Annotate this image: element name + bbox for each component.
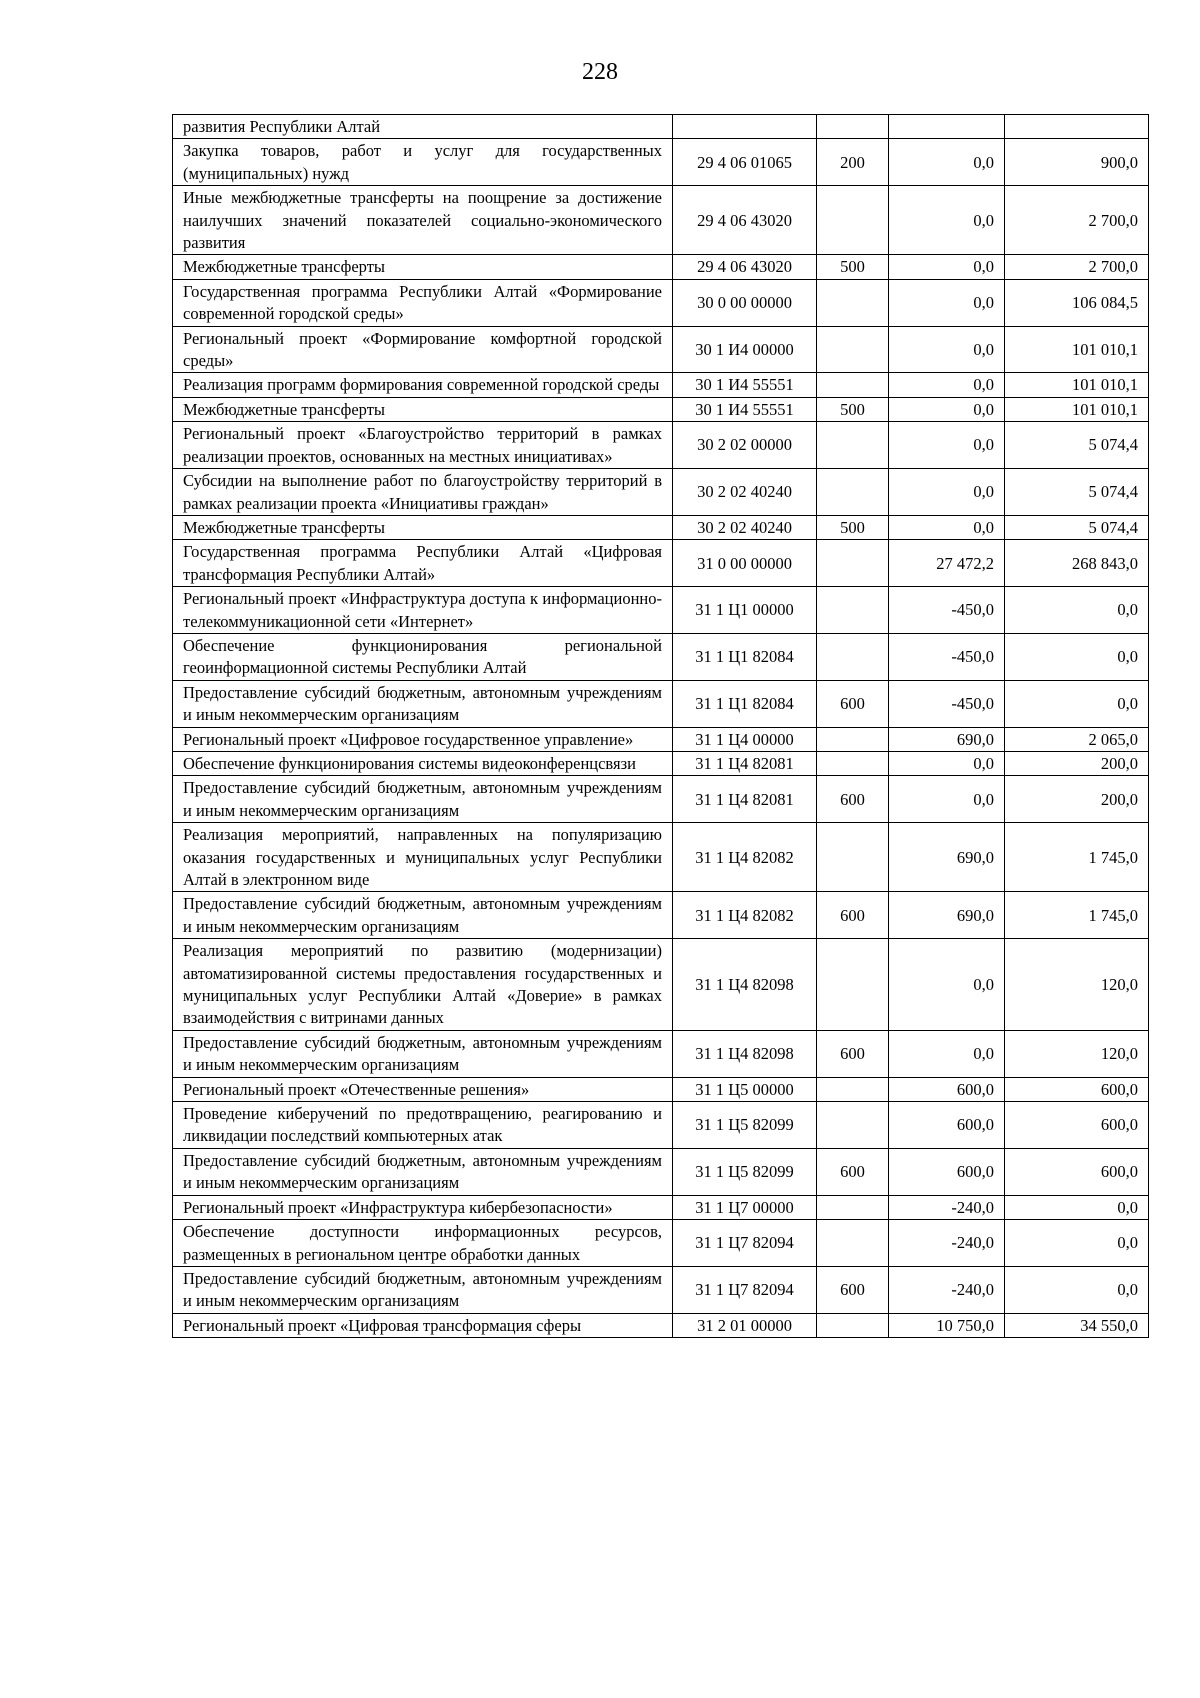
target-code-cell: 31 1 Ц7 82094 [673, 1266, 817, 1313]
item-name-cell: Проведение киберучений по предотвращению, реагированию и ликвидации последствий компьютерных атак [173, 1102, 673, 1149]
amount-total-cell: 0,0 [1005, 633, 1149, 680]
amount-change-cell: 0,0 [889, 469, 1005, 516]
item-name-cell: Обеспечение функционирования региональной геоинформационной системы Республики Алтай [173, 633, 673, 680]
expense-type-cell: 500 [817, 515, 889, 539]
expense-type-cell [817, 186, 889, 255]
amount-change-cell: 0,0 [889, 776, 1005, 823]
target-code-cell: 31 1 Ц1 00000 [673, 587, 817, 634]
item-name-cell: Предоставление субсидий бюджетным, автономным учреждениям и иным некоммерческим организациям [173, 776, 673, 823]
expense-type-cell: 200 [817, 139, 889, 186]
table-row [173, 892, 1149, 939]
expense-type-cell: 600 [817, 1030, 889, 1077]
item-name-cell: Предоставление субсидий бюджетным, автономным учреждениям и иным некоммерческим организациям [173, 892, 673, 939]
amount-change-cell: 0,0 [889, 422, 1005, 469]
target-code-cell: 31 1 Ц1 82084 [673, 680, 817, 727]
amount-total-cell: 120,0 [1005, 1030, 1149, 1077]
table-row [173, 373, 1149, 397]
table-row [173, 1313, 1149, 1337]
amount-total-cell: 101 010,1 [1005, 373, 1149, 397]
target-code-cell: 31 1 Ц4 00000 [673, 727, 817, 751]
expense-type-cell [817, 823, 889, 892]
amount-total-cell: 101 010,1 [1005, 326, 1149, 373]
item-name-cell: Региональный проект «Благоустройство территорий в рамках реализации проектов, основанных на местных инициативах» [173, 422, 673, 469]
amount-total-cell: 600,0 [1005, 1148, 1149, 1195]
item-name-cell: Закупка товаров, работ и услуг для государственных (муниципальных) нужд [173, 139, 673, 186]
expense-type-cell [817, 1313, 889, 1337]
amount-change-cell: 0,0 [889, 397, 1005, 421]
target-code-cell: 31 1 Ц7 82094 [673, 1220, 817, 1267]
amount-change-cell: -450,0 [889, 587, 1005, 634]
target-code-cell: 31 0 00 00000 [673, 540, 817, 587]
item-name-cell: Региональный проект «Цифровое государственное управление» [173, 727, 673, 751]
target-code-cell: 30 1 И4 55551 [673, 397, 817, 421]
amount-total-cell: 1 745,0 [1005, 823, 1149, 892]
amount-total-cell: 900,0 [1005, 139, 1149, 186]
table-row [173, 1220, 1149, 1267]
expense-type-cell [817, 1195, 889, 1219]
table-row [173, 1077, 1149, 1101]
amount-change-cell: 0,0 [889, 1030, 1005, 1077]
table-row [173, 1102, 1149, 1149]
table-row [173, 397, 1149, 421]
amount-change-cell [889, 115, 1005, 139]
budget-table-body [173, 115, 1149, 1338]
amount-total-cell: 0,0 [1005, 680, 1149, 727]
expense-type-cell: 600 [817, 1148, 889, 1195]
amount-total-cell: 0,0 [1005, 1266, 1149, 1313]
budget-table [172, 114, 1149, 1338]
target-code-cell: 31 1 Ц4 82081 [673, 751, 817, 775]
amount-total-cell: 1 745,0 [1005, 892, 1149, 939]
amount-total-cell: 600,0 [1005, 1102, 1149, 1149]
table-row [173, 823, 1149, 892]
amount-change-cell: 600,0 [889, 1102, 1005, 1149]
expense-type-cell [817, 1102, 889, 1149]
expense-type-cell: 600 [817, 1266, 889, 1313]
target-code-cell: 30 2 02 40240 [673, 469, 817, 516]
amount-total-cell: 0,0 [1005, 1220, 1149, 1267]
amount-total-cell: 120,0 [1005, 939, 1149, 1031]
table-row [173, 326, 1149, 373]
table-row [173, 422, 1149, 469]
target-code-cell: 31 2 01 00000 [673, 1313, 817, 1337]
target-code-cell: 30 1 И4 55551 [673, 373, 817, 397]
amount-change-cell: 0,0 [889, 515, 1005, 539]
target-code-cell: 31 1 Ц7 00000 [673, 1195, 817, 1219]
table-row [173, 751, 1149, 775]
amount-total-cell: 34 550,0 [1005, 1313, 1149, 1337]
item-name-cell: Государственная программа Республики Алтай «Формирование современной городской среды» [173, 279, 673, 326]
target-code-cell: 29 4 06 01065 [673, 139, 817, 186]
table-row [173, 469, 1149, 516]
expense-type-cell [817, 939, 889, 1031]
expense-type-cell [817, 422, 889, 469]
item-name-cell: Иные межбюджетные трансферты на поощрение за достижение наилучших значений показателей социально-экономического развития [173, 186, 673, 255]
amount-change-cell: -450,0 [889, 633, 1005, 680]
amount-change-cell: 600,0 [889, 1077, 1005, 1101]
amount-change-cell: 0,0 [889, 139, 1005, 186]
target-code-cell: 30 2 02 00000 [673, 422, 817, 469]
item-name-cell: Государственная программа Республики Алтай «Цифровая трансформация Республики Алтай» [173, 540, 673, 587]
amount-total-cell: 268 843,0 [1005, 540, 1149, 587]
table-row [173, 279, 1149, 326]
amount-total-cell: 2 700,0 [1005, 186, 1149, 255]
amount-change-cell: 0,0 [889, 939, 1005, 1031]
amount-change-cell: -240,0 [889, 1266, 1005, 1313]
expense-type-cell [817, 727, 889, 751]
amount-change-cell: 0,0 [889, 751, 1005, 775]
target-code-cell: 29 4 06 43020 [673, 255, 817, 279]
item-name-cell: Межбюджетные трансферты [173, 397, 673, 421]
table-row [173, 255, 1149, 279]
expense-type-cell: 500 [817, 255, 889, 279]
table-row [173, 727, 1149, 751]
target-code-cell: 31 1 Ц4 82098 [673, 939, 817, 1031]
amount-change-cell: 0,0 [889, 373, 1005, 397]
item-name-cell: Региональный проект «Формирование комфортной городской среды» [173, 326, 673, 373]
amount-change-cell: 690,0 [889, 892, 1005, 939]
amount-total-cell: 2 700,0 [1005, 255, 1149, 279]
amount-total-cell: 200,0 [1005, 751, 1149, 775]
table-row [173, 776, 1149, 823]
amount-total-cell [1005, 115, 1149, 139]
target-code-cell: 31 1 Ц4 82082 [673, 823, 817, 892]
target-code-cell: 31 1 Ц1 82084 [673, 633, 817, 680]
item-name-cell: Межбюджетные трансферты [173, 515, 673, 539]
item-name-cell: Предоставление субсидий бюджетным, автономным учреждениям и иным некоммерческим организациям [173, 1030, 673, 1077]
amount-total-cell: 0,0 [1005, 1195, 1149, 1219]
item-name-cell: Региональный проект «Инфраструктура кибербезопасности» [173, 1195, 673, 1219]
amount-total-cell: 2 065,0 [1005, 727, 1149, 751]
table-row [173, 1148, 1149, 1195]
amount-change-cell: 0,0 [889, 186, 1005, 255]
table-row [173, 515, 1149, 539]
expense-type-cell [817, 1220, 889, 1267]
amount-change-cell: -450,0 [889, 680, 1005, 727]
item-name-cell: Реализация мероприятий по развитию (модернизации) автоматизированной системы предоставления государственных и муниципальных услуг Республики Алтай «Доверие» в рамках взаимодействия с витринами данных [173, 939, 673, 1031]
amount-change-cell: -240,0 [889, 1220, 1005, 1267]
expense-type-cell: 600 [817, 892, 889, 939]
table-row [173, 587, 1149, 634]
amount-change-cell: -240,0 [889, 1195, 1005, 1219]
expense-type-cell [817, 115, 889, 139]
amount-change-cell: 0,0 [889, 279, 1005, 326]
item-name-cell: Реализация мероприятий, направленных на популяризацию оказания государственных и муниципальных услуг Республики Алтай в электронном виде [173, 823, 673, 892]
target-code-cell: 31 1 Ц5 82099 [673, 1102, 817, 1149]
target-code-cell [673, 115, 817, 139]
expense-type-cell: 500 [817, 397, 889, 421]
amount-change-cell: 10 750,0 [889, 1313, 1005, 1337]
item-name-cell: Региональный проект «Отечественные решения» [173, 1077, 673, 1101]
item-name-cell: Обеспечение функционирования системы видеоконференцсвязи [173, 751, 673, 775]
item-name-cell: Предоставление субсидий бюджетным, автономным учреждениям и иным некоммерческим организациям [173, 1148, 673, 1195]
item-name-cell: Предоставление субсидий бюджетным, автономным учреждениям и иным некоммерческим организациям [173, 1266, 673, 1313]
item-name-cell: Реализация программ формирования современной городской среды [173, 373, 673, 397]
target-code-cell: 30 0 00 00000 [673, 279, 817, 326]
expense-type-cell: 600 [817, 680, 889, 727]
amount-change-cell: 690,0 [889, 727, 1005, 751]
amount-change-cell: 600,0 [889, 1148, 1005, 1195]
table-row [173, 1266, 1149, 1313]
expense-type-cell [817, 326, 889, 373]
table-row [173, 540, 1149, 587]
expense-type-cell [817, 469, 889, 516]
amount-change-cell: 690,0 [889, 823, 1005, 892]
item-name-cell: Предоставление субсидий бюджетным, автономным учреждениям и иным некоммерческим организациям [173, 680, 673, 727]
expense-type-cell [817, 587, 889, 634]
target-code-cell: 29 4 06 43020 [673, 186, 817, 255]
table-row [173, 633, 1149, 680]
amount-total-cell: 106 084,5 [1005, 279, 1149, 326]
target-code-cell: 31 1 Ц4 82081 [673, 776, 817, 823]
expense-type-cell [817, 540, 889, 587]
expense-type-cell [817, 1077, 889, 1101]
amount-change-cell: 0,0 [889, 326, 1005, 373]
expense-type-cell [817, 279, 889, 326]
amount-total-cell: 0,0 [1005, 587, 1149, 634]
table-row [173, 1195, 1149, 1219]
item-name-cell: Межбюджетные трансферты [173, 255, 673, 279]
expense-type-cell [817, 751, 889, 775]
amount-change-cell: 0,0 [889, 255, 1005, 279]
target-code-cell: 30 1 И4 00000 [673, 326, 817, 373]
amount-change-cell: 27 472,2 [889, 540, 1005, 587]
item-name-cell: Региональный проект «Цифровая трансформация сферы [173, 1313, 673, 1337]
amount-total-cell: 101 010,1 [1005, 397, 1149, 421]
page-number: 228 [582, 59, 618, 85]
target-code-cell: 30 2 02 40240 [673, 515, 817, 539]
item-name-cell: Субсидии на выполнение работ по благоустройству территорий в рамках реализации проекта «Инициативы граждан» [173, 469, 673, 516]
item-name-cell: Обеспечение доступности информационных ресурсов, размещенных в региональном центре обработки данных [173, 1220, 673, 1267]
amount-total-cell: 5 074,4 [1005, 422, 1149, 469]
target-code-cell: 31 1 Ц5 82099 [673, 1148, 817, 1195]
item-name-cell: развития Республики Алтай [173, 115, 673, 139]
item-name-cell: Региональный проект «Инфраструктура доступа к информационно-телекоммуникационной сети «Интернет» [173, 587, 673, 634]
expense-type-cell [817, 373, 889, 397]
target-code-cell: 31 1 Ц5 00000 [673, 1077, 817, 1101]
amount-total-cell: 5 074,4 [1005, 469, 1149, 516]
amount-total-cell: 5 074,4 [1005, 515, 1149, 539]
amount-total-cell: 600,0 [1005, 1077, 1149, 1101]
target-code-cell: 31 1 Ц4 82098 [673, 1030, 817, 1077]
table-row [173, 680, 1149, 727]
expense-type-cell: 600 [817, 776, 889, 823]
table-row [173, 1030, 1149, 1077]
target-code-cell: 31 1 Ц4 82082 [673, 892, 817, 939]
table-row [173, 139, 1149, 186]
table-row [173, 115, 1149, 139]
table-row [173, 186, 1149, 255]
expense-type-cell [817, 633, 889, 680]
table-row [173, 939, 1149, 1031]
amount-total-cell: 200,0 [1005, 776, 1149, 823]
